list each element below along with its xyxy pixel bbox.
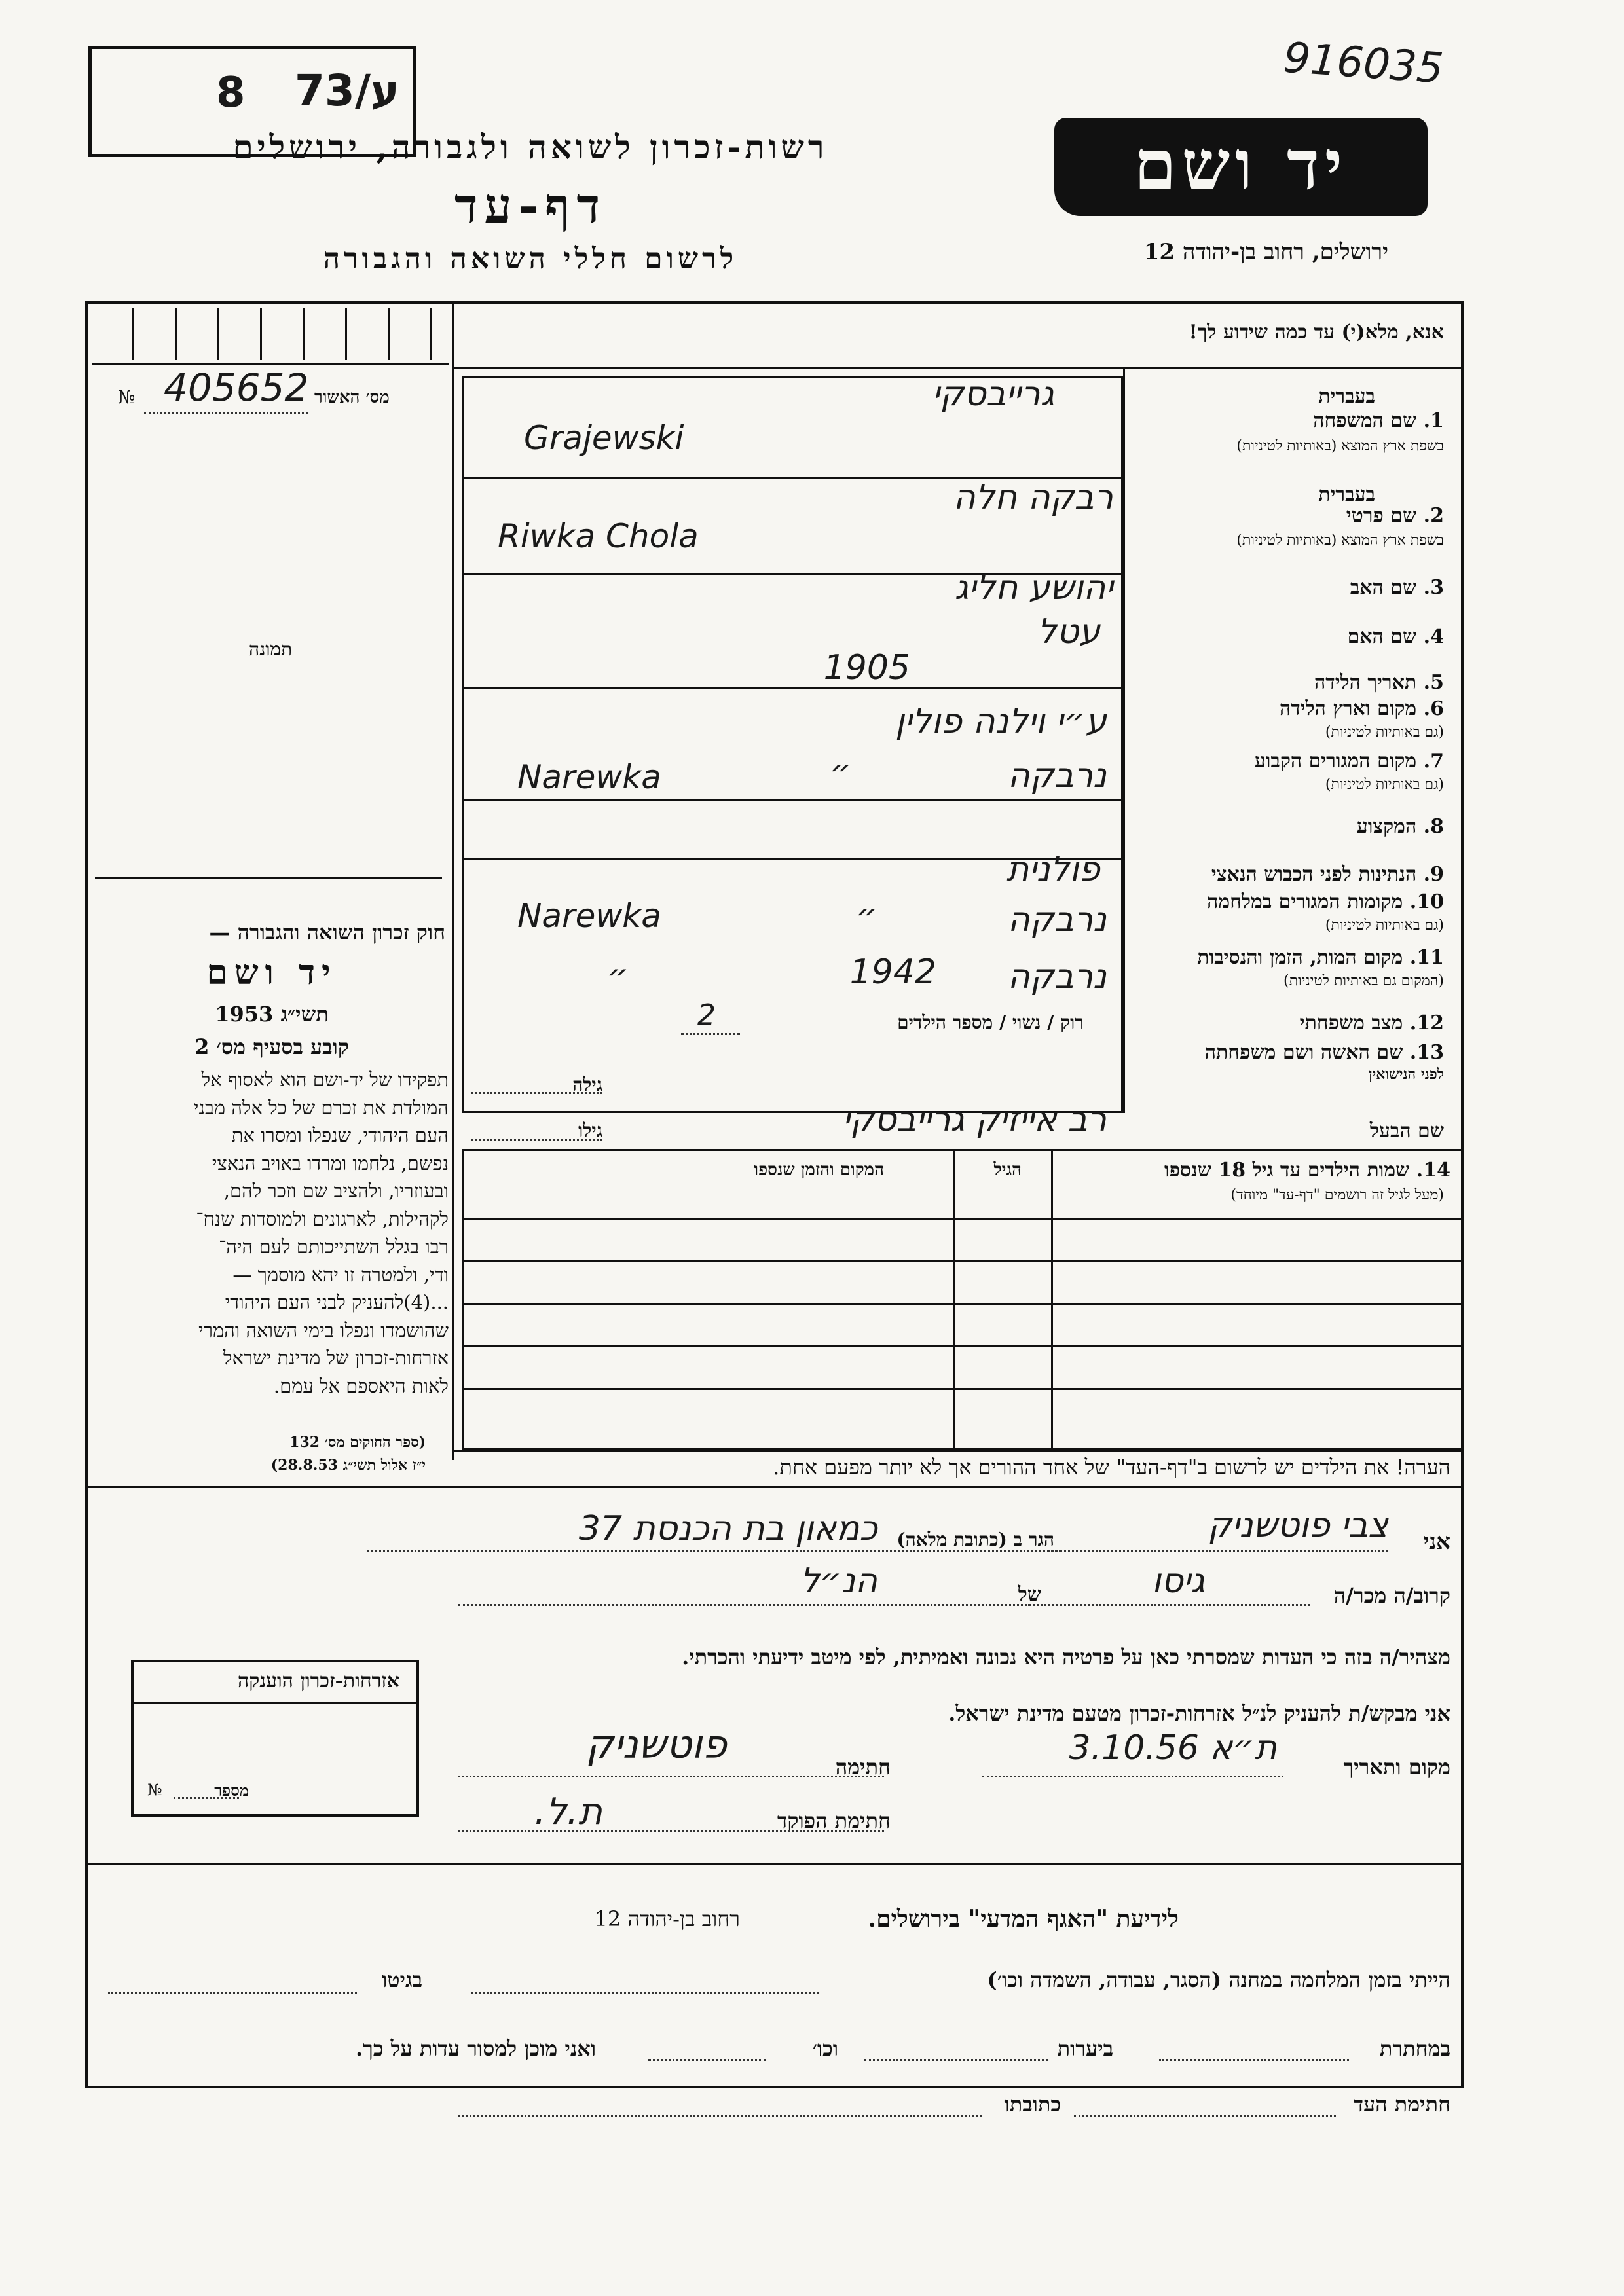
law-clause: קובע בסעיף מס׳ 2 bbox=[194, 1034, 349, 1059]
frame-divider bbox=[452, 301, 454, 1460]
field-wife-maiden: 13. שם האשה ושם משפחתה bbox=[1204, 1041, 1444, 1064]
war-residence-latin: Narewka bbox=[517, 897, 661, 935]
instruction: אנא, מלא(י) עד כמה שידוע לך! bbox=[1189, 321, 1444, 344]
field-birth-date: 5. תאריך הלידה bbox=[1314, 671, 1444, 694]
col-place: המקום והזמן שנספו bbox=[754, 1160, 884, 1180]
marital-options: רוק / נשוי / מספר הילדים bbox=[897, 1011, 1084, 1033]
death-year: 1942 bbox=[849, 953, 936, 992]
form-subtitle: לרשום חללי השואה והגבורה bbox=[323, 242, 738, 276]
death-ditto: ״ bbox=[606, 957, 629, 996]
mother-name: עטל bbox=[1037, 612, 1100, 651]
footer-witness-address: כתובתו bbox=[1004, 2092, 1061, 2117]
field-death-sub: (המקום גם באותיות לטיניות) bbox=[1283, 973, 1444, 989]
residence-ditto: ״ bbox=[829, 753, 851, 792]
place-date-label: מקום ותאריך bbox=[1343, 1755, 1450, 1779]
footer-witness-sig: חתימת העד bbox=[1353, 2092, 1450, 2117]
col-age: הגיל bbox=[993, 1160, 1022, 1180]
nationality: פולנית bbox=[1006, 850, 1100, 889]
field-first-name: 2. שם פרטי bbox=[1346, 504, 1444, 527]
law-title: חוק זכרון השואה והגבורה — bbox=[209, 920, 445, 945]
field-first-name-sub: בשפת ארץ המוצא (באותיות לטיניות) bbox=[1236, 532, 1444, 549]
registration-value: 405652 bbox=[164, 365, 309, 410]
registration-ticks bbox=[92, 308, 445, 360]
footer-forests: ביערות bbox=[1057, 2036, 1113, 2061]
children-note: הערה! את הילדים יש לרשום ב"דף-העד" של אחד ההורים אך לא יותר מפעם אחת. bbox=[773, 1455, 1450, 1480]
field-war-residence: 10. מקומות המגורים במלחמה bbox=[1207, 890, 1444, 913]
hebrew-label-1: בעברית bbox=[1318, 385, 1375, 408]
field-war-residence-sub: (גם באותיות לטיניות) bbox=[1325, 917, 1444, 934]
photo-label: תמונה bbox=[249, 638, 293, 660]
field-residence-sub: (גם באותיות לטיניות) bbox=[1325, 776, 1444, 793]
war-residence-ditto: ״ bbox=[855, 897, 877, 936]
citizenship-symbol: № bbox=[147, 1781, 162, 1799]
family-name-hebrew: גרייבסקי bbox=[932, 374, 1054, 414]
stamp-number: 8 bbox=[216, 69, 246, 117]
citizenship-number: מספר bbox=[214, 1781, 249, 1800]
field-death: 11. מקום המות, הזמן והנסיבות bbox=[1197, 946, 1444, 969]
field-wife-maiden-sub: לפני הנישואין bbox=[1368, 1066, 1444, 1083]
family-name-latin: Grajewski bbox=[524, 419, 684, 457]
law-name: יד ושם bbox=[206, 953, 337, 993]
footer-address: רחוב בן-יהודה 12 bbox=[594, 1906, 740, 1931]
registration-label: מס׳ האשור bbox=[314, 388, 390, 407]
form-title: דף-עד bbox=[454, 178, 607, 234]
registration-symbol: № bbox=[118, 386, 136, 408]
of-value: הנ״ל bbox=[800, 1561, 877, 1601]
law-source-1: (ספר החוקים מס׳ 132 bbox=[289, 1434, 426, 1451]
field-husband: שם הבעל bbox=[1369, 1120, 1444, 1142]
war-residence-hebrew: נרבקה bbox=[1007, 900, 1107, 939]
field-birth-place: 6. מקום וארץ הלידה bbox=[1279, 697, 1444, 720]
footer-etc: וכו׳ bbox=[812, 2036, 838, 2061]
death-place: נרבקה bbox=[1007, 957, 1107, 996]
field-family-name-sub: בשפת ארץ המוצא (באותיות לטיניות) bbox=[1236, 438, 1444, 454]
logo-text: יד ושם bbox=[1134, 124, 1348, 205]
field-father-name: 3. שם האב bbox=[1350, 576, 1444, 599]
law-source-2: י״ז אלול תשי״ג 28.8.53) bbox=[270, 1457, 426, 1474]
field-residence: 7. מקום המגורים הקבוע bbox=[1254, 750, 1444, 773]
officer-label: חתימת הפוקד bbox=[777, 1808, 891, 1833]
relation-value: גיסו bbox=[1152, 1561, 1205, 1601]
footer-ready: ואני מוכן למסור עדות על כך. bbox=[355, 2036, 596, 2061]
footer-camp-line: הייתי בזמן המלחמה במחנה (הסגר, עבודה, השמדה וכו׳) bbox=[987, 1967, 1450, 1992]
authority-name: רשות-זכרון לשואה ולגבורה, ירושלים bbox=[232, 128, 828, 166]
declarant-ani: אני bbox=[1423, 1529, 1450, 1555]
children-count: 2 bbox=[697, 998, 716, 1032]
declarant-address: כמאון בת הכנסת 37 bbox=[578, 1509, 877, 1548]
birth-date: 1905 bbox=[823, 648, 910, 687]
footer-notice: לידיעת "האגף המדעי" בירושלים. bbox=[868, 1905, 1179, 1933]
stamp-code: 73/ע bbox=[295, 65, 399, 116]
field-family-name: 1. שם המשפחה bbox=[1313, 409, 1444, 432]
value-divider bbox=[1123, 367, 1125, 1113]
children-table-label: 14. שמות הילדים עד גיל 18 שנספו bbox=[1164, 1159, 1450, 1182]
hebrew-label-2: בעברית bbox=[1318, 483, 1375, 506]
signature: פוטשניק bbox=[585, 1722, 727, 1768]
father-name: יהושע חליג bbox=[954, 568, 1113, 608]
field-profession: 8. המקצוע bbox=[1356, 815, 1444, 838]
residence-hebrew: נרבקה bbox=[1007, 756, 1107, 795]
request: אני מבקש/ת להעניק לנ״ל אזרחות-זכרון מטעם מדינת ישראל. bbox=[948, 1701, 1450, 1726]
children-table-sub: (מעל לגיל זה רושמים "דף-עד" מיוחד) bbox=[1230, 1187, 1444, 1203]
first-name-hebrew: רבקה חלה bbox=[953, 478, 1113, 517]
field-marital: 12. מצב משפחתי bbox=[1299, 1011, 1444, 1034]
signature-label: חתימה bbox=[835, 1755, 891, 1779]
wife-age-label: גילה bbox=[572, 1074, 602, 1095]
field-birth-place-sub: (גם באותיות לטיניות) bbox=[1325, 724, 1444, 740]
first-name-latin: Riwka Chola bbox=[498, 517, 699, 555]
instruction-rule bbox=[452, 367, 1464, 369]
field-nationality: 9. הנתינות לפני הכבוש הנאצי bbox=[1211, 863, 1444, 886]
declarant-name: צבי פוטשניק bbox=[1208, 1506, 1388, 1545]
husband-age-label: גילו bbox=[578, 1120, 602, 1141]
officer-signature: ת.ל. bbox=[534, 1791, 602, 1833]
law-year: תשי״ג 1953 bbox=[215, 1002, 329, 1027]
birth-place: ע״י וילנה פולין bbox=[895, 702, 1107, 741]
relation-label: קרוב/ה מכר/ה bbox=[1333, 1583, 1450, 1608]
footer-underground: במחתרת bbox=[1379, 2036, 1450, 2061]
header-address: ירושלים, רחוב בן-יהודה 12 bbox=[1143, 239, 1388, 265]
archive-number: 916035 bbox=[1282, 33, 1445, 94]
law-body: תפקידו של יד-ושם הוא לאסוף אל המולדת את זכרם של כל אלה מבני העם היהודי, שנפלו ומסרו את נפשם, נלחמו ומרדו באויב הנאצי ובעוזריו, ולהציב שם וזכר להם, לקהילות, לארגונים ולמוסדות שנח־ רבו בגלל השתייכותם לעם היה־ ודי, ולמטרה זו יהא מוסמך — ...(4)להעניק לבני העם היהודי שהושמדו ונפלו בימי השואה והמרי אזרחות-זכרון של מדינת ישראל לאות היאספם אל עמם. bbox=[193, 1068, 449, 1397]
place-date: ת״א 3.10.56 bbox=[1069, 1728, 1277, 1768]
residence-latin: Narewka bbox=[517, 758, 661, 796]
field-mother-name: 4. שם האם bbox=[1347, 625, 1444, 648]
footer-ghetto: בגיטו bbox=[382, 1967, 422, 1992]
husband-name: רב אייזיק גרייבסקי bbox=[842, 1100, 1107, 1139]
of-label: של bbox=[1018, 1583, 1041, 1606]
resides-label: הגר ב (כתובת מלאה) bbox=[896, 1529, 1054, 1550]
citizenship-title: אזרחות-זכרון הוענקה bbox=[237, 1669, 399, 1692]
declaration: מצהיר/ה בזה כי העדות שמסרתי כאן על פרטיה היא נכונה ואמיתית, לפי מיטב ידיעתי והכרתי. bbox=[682, 1645, 1450, 1669]
